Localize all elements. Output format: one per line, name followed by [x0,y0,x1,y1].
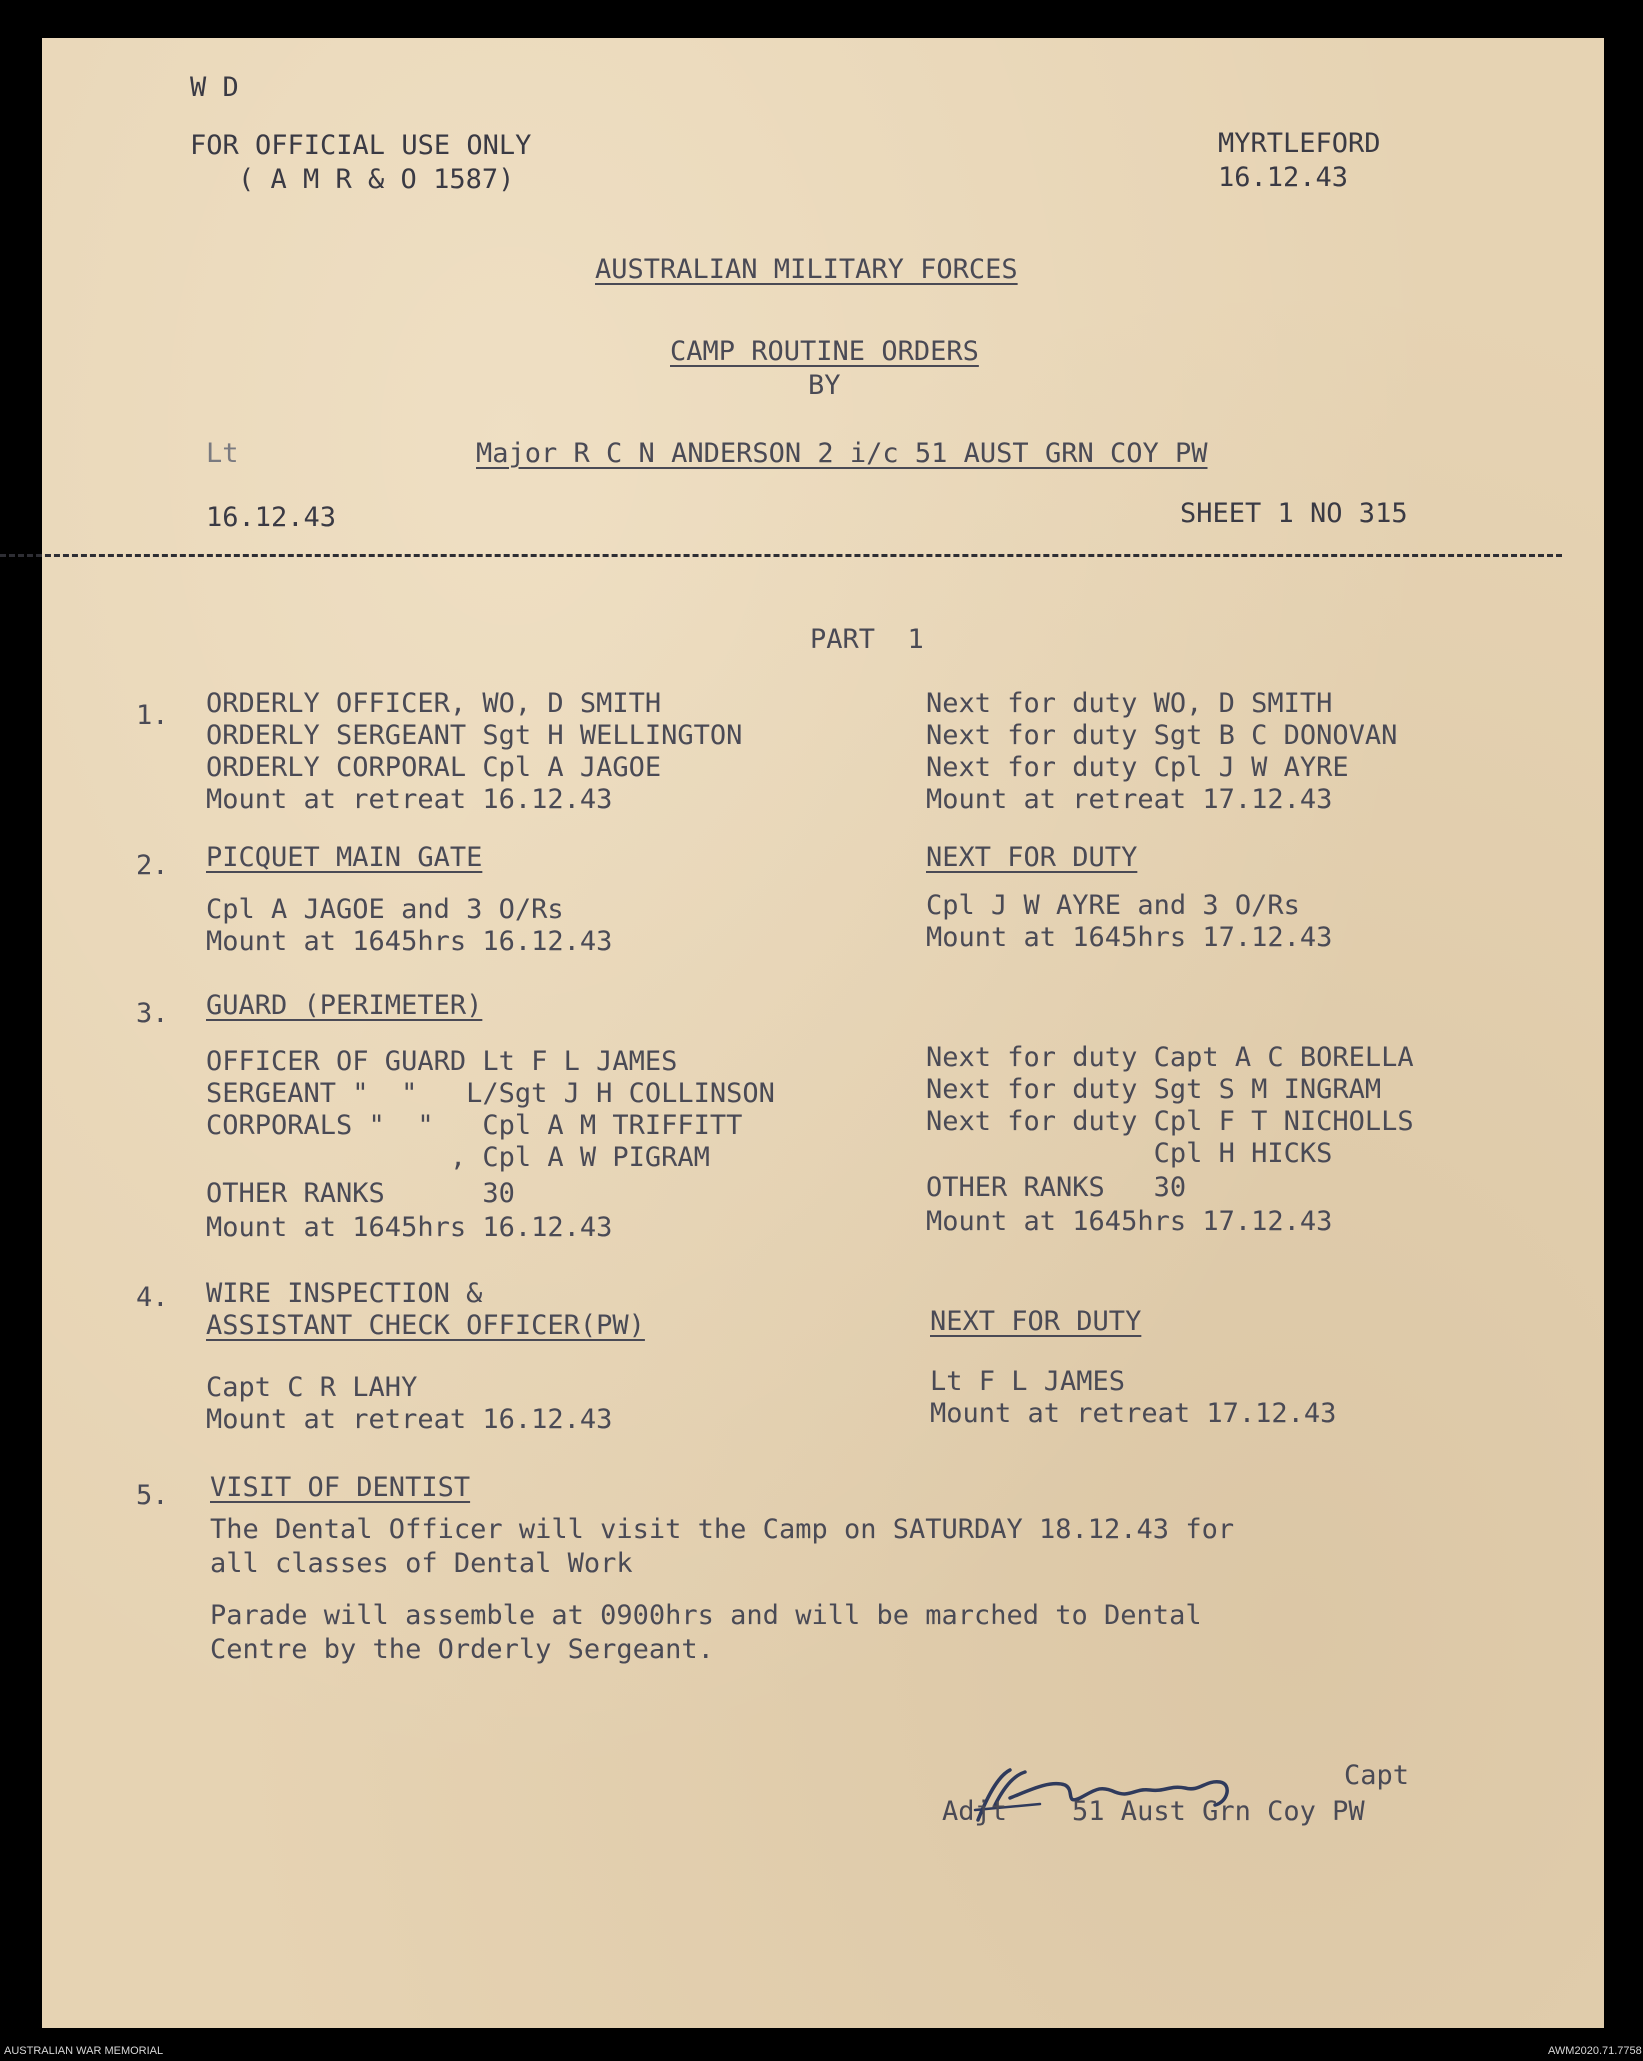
item-number-4: 4. [136,1282,169,1313]
item4-right-line2: Mount at retreat 17.12.43 [930,1398,1337,1429]
place-name: MYRTLEFORD [1218,128,1381,159]
item3-left-line5: OTHER RANKS 30 [206,1178,515,1209]
sheet-number: SHEET 1 NO 315 [1180,498,1408,529]
item-number-2: 2. [136,850,169,881]
item1-left-line4: Mount at retreat 16.12.43 [206,784,613,815]
item2-left-line2: Mount at 1645hrs 16.12.43 [206,926,613,957]
item2-right-line2: Mount at 1645hrs 17.12.43 [926,922,1333,953]
item1-right-line4: Mount at retreat 17.12.43 [926,784,1333,815]
item1-left-line2: ORDERLY SERGEANT Sgt H WELLINGTON [206,720,743,751]
item-number-1: 1. [136,700,169,731]
place-date: 16.12.43 [1218,162,1349,193]
item5-para1-line2: all classes of Dental Work [210,1548,633,1579]
item3-right-line1: Next for duty Capt A C BORELLA [926,1042,1414,1073]
title-orders: CAMP ROUTINE ORDERS [670,336,979,367]
issuer-line: Major R C N ANDERSON 2 i/c 51 AUST GRN COY PW [476,438,1208,469]
item3-left-line1: OFFICER OF GUARD Lt F L JAMES [206,1046,678,1077]
item4-left-line2: Mount at retreat 16.12.43 [206,1404,613,1435]
footer-archive-name: AUSTRALIAN WAR MEMORIAL [4,2045,164,2057]
wd-mark: W D [190,72,239,103]
item3-right-line4: Cpl H HICKS [926,1138,1333,1169]
item1-left-line1: ORDERLY OFFICER, WO, D SMITH [206,688,662,719]
order-date: 16.12.43 [206,502,337,533]
item3-left-line4: , Cpl A W PIGRAM [206,1142,710,1173]
item-number-5: 5. [136,1480,169,1511]
title-forces: AUSTRALIAN MILITARY FORCES [595,254,1018,285]
item3-left-line2: SERGEANT " " L/Sgt J H COLLINSON [206,1078,775,1109]
item2-next-heading: NEXT FOR DUTY [926,842,1138,873]
footer-accession-number: AWM2020.71.7758 [1548,2045,1642,2057]
signatory-rank: Capt [1344,1760,1410,1791]
item3-heading: GUARD (PERIMETER) [206,990,483,1021]
item3-right-line3: Next for duty Cpl F T NICHOLLS [926,1106,1414,1137]
title-by: BY [808,370,841,401]
item5-para2-line2: Centre by the Orderly Sergeant. [210,1634,714,1665]
item4-left-line1: Capt C R LAHY [206,1372,418,1403]
item2-heading: PICQUET MAIN GATE [206,842,483,873]
item5-para1-line1: The Dental Officer will visit the Camp on SATURDAY 18.12.43 for [210,1514,1235,1545]
item3-right-line6: Mount at 1645hrs 17.12.43 [926,1206,1333,1237]
item5-para2-line1: Parade will assemble at 0900hrs and will be marched to Dental [210,1600,1202,1631]
item1-right-line3: Next for duty Cpl J W AYRE [926,752,1349,783]
item1-right-line1: Next for duty WO, D SMITH [926,688,1333,719]
item4-next-heading: NEXT FOR DUTY [930,1306,1142,1337]
item4-heading-line2: ASSISTANT CHECK OFFICER(PW) [206,1310,645,1341]
item3-left-line6: Mount at 1645hrs 16.12.43 [206,1212,613,1243]
signatory-unit: Adjt 51 Aust Grn Coy PW [942,1796,1365,1827]
item3-left-line3: CORPORALS " " Cpl A M TRIFFITT [206,1110,743,1141]
item2-right-line1: Cpl J W AYRE and 3 O/Rs [926,890,1300,921]
official-use-line: FOR OFFICIAL USE ONLY [190,130,532,161]
item3-right-line2: Next for duty Sgt S M INGRAM [926,1074,1382,1105]
item2-left-line1: Cpl A JAGOE and 3 O/Rs [206,894,564,925]
item5-heading: VISIT OF DENTIST [210,1472,471,1503]
item4-heading-line1: WIRE INSPECTION & [206,1278,483,1309]
amr-reference: ( A M R & O 1587) [238,164,515,195]
item1-right-line2: Next for duty Sgt B C DONOVAN [926,720,1398,751]
rank-prefix: Lt [206,438,239,469]
part-heading: PART 1 [810,624,924,655]
item-number-3: 3. [136,998,169,1029]
dashed-divider [0,554,1562,557]
item4-right-line1: Lt F L JAMES [930,1366,1126,1397]
item1-left-line3: ORDERLY CORPORAL Cpl A JAGOE [206,752,662,783]
item3-right-line5: OTHER RANKS 30 [926,1172,1187,1203]
